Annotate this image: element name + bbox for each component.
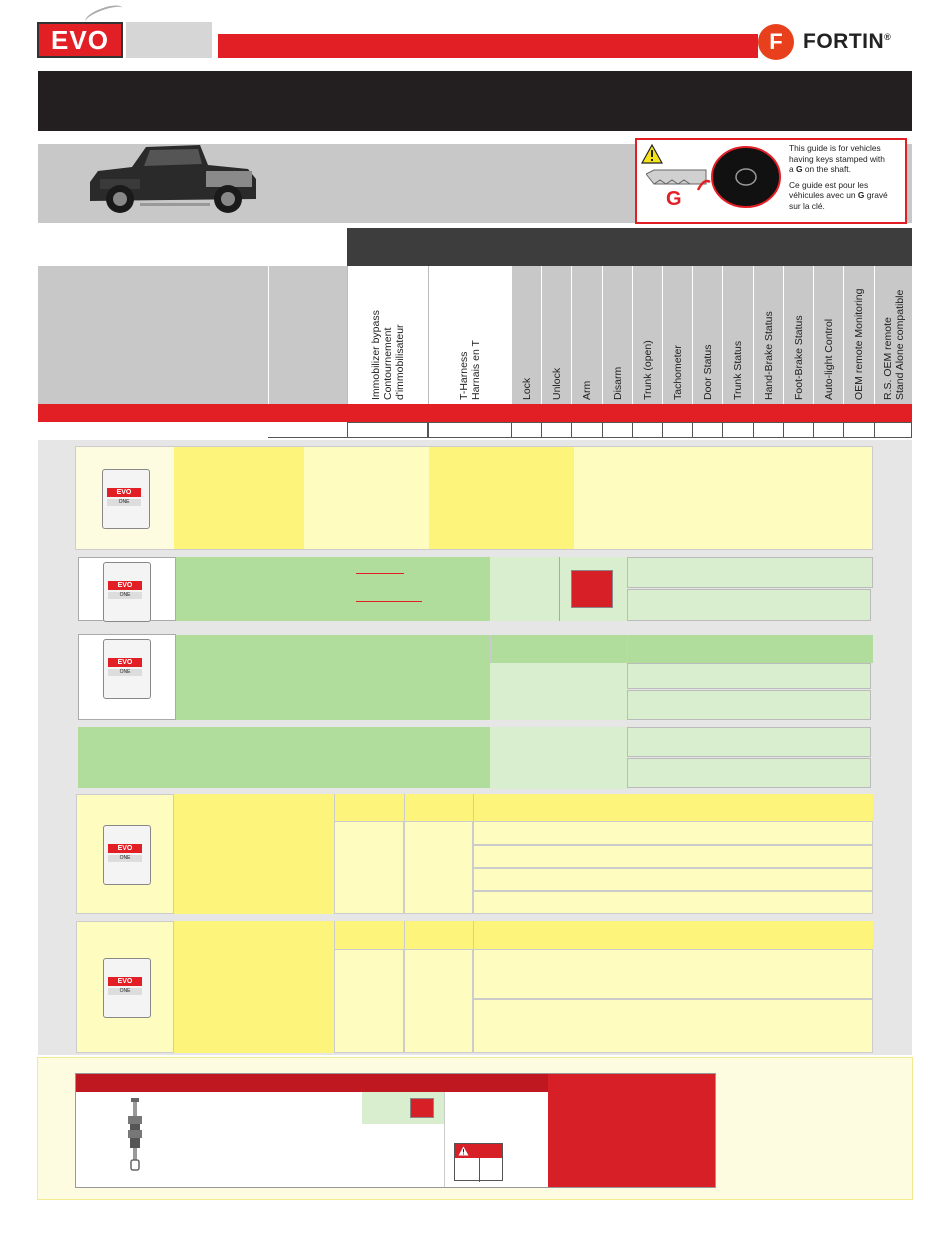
module-icon: EVO ONE	[102, 469, 150, 529]
column-foot-brake-status: Foot-Brake Status	[783, 266, 813, 404]
cell-immobilizer	[347, 422, 428, 438]
warning-icon	[458, 1146, 469, 1156]
option-1-cell-c	[429, 447, 574, 549]
hood-pin-cell-a	[362, 1092, 402, 1124]
option-2-row-1	[627, 557, 873, 588]
cell-foot-brake	[783, 422, 814, 438]
cell-t-harness	[428, 422, 512, 438]
fortin-logo-icon: F	[758, 24, 794, 60]
option-2-row-2	[627, 589, 871, 621]
key-letter: G	[666, 188, 682, 210]
option-5-header-b	[404, 794, 473, 821]
option-1-cell-b	[304, 447, 429, 549]
option-5-cell-a	[334, 821, 404, 914]
option-5-header-c	[473, 794, 873, 821]
option-3-row-1	[627, 663, 871, 689]
option-2-cell-a	[490, 557, 559, 621]
module-icon: EVO ONE	[103, 825, 151, 885]
option-4-row-2	[627, 758, 871, 788]
column-rs-oem-remote: R.S. OEM remote Stand Alone compatible	[874, 266, 912, 404]
year-column-header	[268, 266, 347, 404]
option-5-module	[76, 794, 174, 914]
cell-arm	[571, 422, 603, 438]
option-5-row-2	[473, 845, 873, 868]
column-disarm: Disarm	[602, 266, 632, 404]
option-1-cell-a	[174, 447, 304, 549]
option-1-module	[76, 447, 174, 549]
cell-auto-light	[813, 422, 844, 438]
option-5-description	[174, 794, 334, 914]
option-6-cell-a	[334, 949, 404, 1053]
option-3-header-b	[627, 635, 873, 663]
option-5-row-3	[473, 868, 873, 891]
column-hand-brake-status: Hand-Brake Status	[753, 266, 783, 404]
cell-rs-oem-remote	[874, 422, 912, 438]
option-6-header-b	[404, 921, 473, 949]
option-6-header-c	[473, 921, 873, 949]
option-1-cell-d	[574, 447, 872, 549]
option-4-cell-a	[490, 727, 627, 789]
hood-pin-divider	[444, 1092, 445, 1187]
option-2-link-underline	[356, 573, 404, 574]
option-6-row-1	[473, 949, 873, 999]
key-notice-text: This guide is for vehicles having keys stamped with a G on the shaft. Ce guide est pour les véhicules avec un G gravé sur la clé.	[789, 143, 888, 211]
option-6-cell-b	[404, 949, 473, 1053]
option-3-cell-a	[490, 663, 627, 720]
column-unlock: Unlock	[541, 266, 571, 404]
option-5-cell-b	[404, 821, 473, 914]
column-trunk-open: Trunk (open)	[632, 266, 662, 404]
warning-label	[454, 1143, 503, 1181]
cell-trunk-status	[722, 422, 754, 438]
cell-lock	[511, 422, 542, 438]
hood-pin-header	[76, 1074, 548, 1092]
module-icon: EVO ONE	[103, 639, 151, 699]
header-red-bar	[218, 34, 758, 58]
option-2-module	[78, 557, 176, 621]
option-4-row-1	[627, 727, 871, 757]
warning-label-header	[455, 1144, 502, 1158]
column-tachometer: Tachometer	[662, 266, 692, 404]
vehicle-column-header	[38, 266, 268, 404]
truck-image	[80, 137, 262, 219]
header-grey-block	[126, 22, 212, 58]
option-6-description	[174, 921, 334, 1053]
option-3-row-2	[627, 690, 871, 720]
option-3-header-a	[490, 635, 627, 663]
option-6-header-a	[334, 921, 404, 949]
cell-door-status	[692, 422, 723, 438]
title-bar	[38, 71, 912, 131]
cell-tachometer	[662, 422, 693, 438]
option-3-module	[78, 634, 176, 720]
option-2-red-indicator	[571, 570, 613, 608]
fortin-brand-name: FORTIN®	[803, 30, 892, 53]
hood-pin-red-indicator	[410, 1098, 434, 1118]
column-immobilizer: Immobilizer bypass Contournement d'immobilisateur	[347, 266, 428, 404]
column-trunk-status: Trunk Status	[722, 266, 753, 404]
option-6-module	[76, 921, 174, 1053]
cell-oem-monitoring	[843, 422, 875, 438]
cell-year	[268, 422, 348, 438]
vehicle-row-red	[38, 404, 912, 422]
option-6-row-2	[473, 999, 873, 1053]
column-oem-remote-monitoring: OEM remote Monitoring	[843, 266, 874, 404]
option-2-description	[176, 557, 490, 621]
option-2-link-underline	[356, 601, 422, 602]
option-5-row-1	[473, 821, 873, 845]
feature-header-bar	[347, 228, 912, 266]
module-icon: EVO ONE	[103, 562, 151, 622]
column-door-status: Door Status	[692, 266, 722, 404]
cell-hand-brake	[753, 422, 784, 438]
module-icon: EVO ONE	[103, 958, 151, 1018]
column-lock: Lock	[511, 266, 541, 404]
column-t-harness: T-Harness Harnais en T	[428, 266, 511, 404]
column-auto-light-control: Auto-light Control	[813, 266, 843, 404]
hood-pin-icon	[124, 1098, 146, 1172]
hood-pin-notice	[548, 1074, 715, 1187]
option-5-header-a	[334, 794, 404, 821]
column-arm: Arm	[571, 266, 602, 404]
cell-trunk-open	[632, 422, 663, 438]
option-4-description	[176, 727, 490, 788]
evo-logo: EVO	[37, 22, 123, 58]
cell-disarm	[602, 422, 633, 438]
option-5-row-4	[473, 891, 873, 914]
option-3-description	[176, 635, 490, 720]
cell-unlock	[541, 422, 572, 438]
option-4-label	[78, 727, 176, 788]
